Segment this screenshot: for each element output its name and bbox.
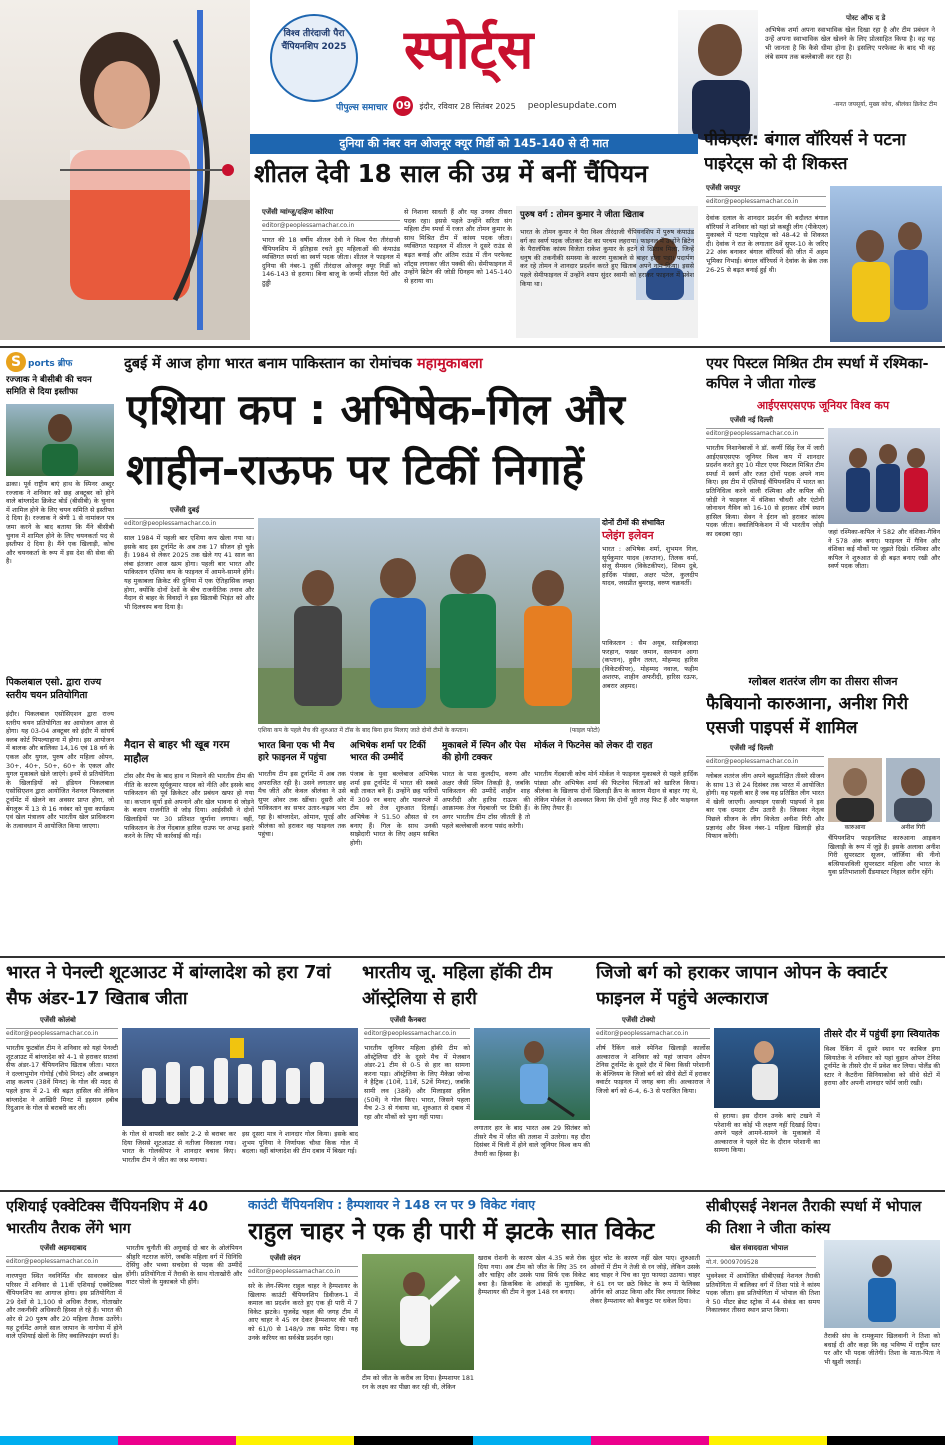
asia-photo-caption — [258, 726, 600, 734]
kabaddi-players — [830, 186, 942, 342]
asia-headline-1: एशिया कप : अभिषेक-गिल और — [126, 385, 625, 434]
rahul-email: editor@peoplessamachar.co.in — [248, 1266, 358, 1277]
asia-c4-head: मोर्कल ने फिटनेस को लेकर दी राहत — [534, 741, 653, 751]
razzak-portrait — [6, 404, 114, 476]
page-title: स्पोर्ट्स — [404, 17, 534, 81]
kabaddi-headline: पीकेएल: बंगाल वॉरियर्स ने पटना पाइरेट्स को दी शिकस्त — [704, 130, 906, 174]
pistol-photo — [828, 428, 940, 524]
chess-headline: फैबियानो कारुआना, अनीश गिरी एसजी पाइपर्स में शामिल — [706, 694, 909, 738]
iga-text: विश्व रैंकिंग में दूसरे स्थान पर काबिज इगा स्वियातेक ने शनिवार को यहां वुहान ओपन टेनिस टूर्नामेंट के तीसरे दौर में प्रवेश कर लिया। पोलैंड की स्टार ने कैटरीना सिनियाकोवा को सीधे सेटों में हराया और अपनी शानदार फॉर्म जारी रखी। — [824, 1045, 940, 1088]
asia-side-head: मैदान से बाहर भी खूब गरम माहौल — [124, 739, 230, 765]
shital-photo — [0, 0, 250, 340]
asia-headline-2: शाहीन-राऊफ पर टिकीं निगाहें — [126, 445, 584, 494]
asia-dateline: एजेंसी दुबई — [170, 506, 200, 514]
rahul-text-2: खराब रोशनी के कारण खेल 4.35 बजे रोक दिया गया। अब टीम को जीत के लिए 35 रन और चाहिए और उसके पास सिर्फ एक विकेट बचा है। क्रिकबिक के आंकड़ों के मुताबिक, हैम्पशायर की टीम ने कुल 148 रन बनाए। — [478, 1254, 586, 1297]
shital-dateline: एजेंसी ग्वांग्जू/दक्षिण कोरिया — [262, 208, 334, 216]
paper-info-bar — [336, 95, 666, 117]
pistol-headline: एयर पिस्टल मिश्रित टीम स्पर्धा में रश्मिका-कपिल ने जीता गोल्ड — [706, 356, 929, 392]
jayasuriya-photo — [678, 10, 758, 140]
aquatics-dateline: एजेंसी अहमदाबाद — [40, 1244, 87, 1252]
cbse-text-2: तैराकी संघ के रामकुमार खिलवानी ने तिशा को बधाई दी और कहा कि वह भविष्य में राष्ट्रीय स्तर पर और भी पदक जीतेगी। तिशा के माता-पिता ने भी खुशी जताई। — [824, 1332, 940, 1366]
hockey-photo — [474, 1028, 590, 1120]
postcard-author: -सनत जयसूर्या, मुख्य कोच, श्रीलंका क्रिकेट टीम — [833, 101, 937, 108]
brief-label: ports ब्रीफ — [28, 358, 73, 369]
rahul-text-3: सुंदर चोट के कारण नहीं खेल पाए। शुरुआती ओवरों में टीम ने तेजी से रन जोड़े, लेकिन उसके बाद चाहर ने पिच का पूरा फायदा उठाया। चाहर ने 61 रन पर छठे विकेट के रूप में फेलिक्स ऑर्गन को आउट किया और फिर लगातार विकेट लेकर हैम्पशायर को बैकफुट पर धकेल दिया। — [590, 1254, 700, 1305]
saff-dateline: एजेंसी कोलंबो — [40, 1016, 76, 1024]
saff-email: editor@peoplessamachar.co.in — [6, 1028, 118, 1039]
saff-text: भारतीय फुटबॉल टीम ने शनिवार को यहां पेनल्टी शूटआउट में बांग्लादेश को 4-1 से हराकर सातवां सैफ अंडर-17 चैंपियनशिप खिताब जीता। भारत ने दल्लाभुमोन गोगोई (चौथे मिनट) और अब्बाहन शाह कश्यप (38वें मिनट) के गोल की मदद से पहले हाफ में 2-1 की बढ़त हासिल की लेकिन बांग्लादेश ने आखिरी मिनट में इहसान हबीब रिदुआन के गोल से बराबरी कर ली। — [6, 1044, 118, 1113]
rahul-kicker: काउंटी चैंपियनशिप : हैम्पशायर ने 148 रन पर 9 विकेट गंवाए — [248, 1197, 536, 1212]
shital-col1: भारत की 18 वर्षीय शीतल देवी ने विश्व पैरा तीरंदाजी चैंपियनशिप में इतिहास रचते हुए महिलाओं की कंपाउंड व्यक्तिगत स्पर्धा का स्वर्ण पदक जीता। शीतल ने फाइनल में दुनिया की नंबर-1 तुर्की तीरंदाज ओजनूर क्यूर गिर्डी को 146-143 से हराया। बिना बाजू के जन्मी शीतल पैरों और ठुड्डी — [262, 236, 400, 287]
pistol-text: भारतीय निशानेबाजों ने डॉ. कर्णी सिंह रेंज में जारी आईएसएसएफ जूनियर विश्व कप में शानदार प्रदर्शन करते हुए 10 मीटर एयर पिस्टल मिश्रित टीम स्पर्धा में स्वर्ण और रजत दोनों पदक अपने नाम किए। इस टीम में एशियाई चैंपियनशिप में भारत का प्रतिनिधित्व करने वाली रश्मिका और कपिल की जोड़ी ने फाइनल में वंशिका चौधरी और एंटोनी जोनाथन गैविन को 16-10 से हराकर शीर्ष स्थान हासिल किया। सेवन ने ईरान को हराकर कांस्य पदक जीता। क्वालिफिकेशन में भी भारतीय जोड़ी का दबदबा रहा। — [706, 444, 824, 538]
kabaddi-dateline: एजेंसी जयपुर — [706, 184, 741, 192]
asia-c3-head: मुकाबले में स्पिन और पेस की होगी टक्कर — [442, 741, 526, 763]
paper-name: पीपुल्स समाचार — [336, 102, 388, 113]
xi-title-2: प्लेइंग इलेवन — [602, 529, 654, 542]
kabaddi-email: editor@peoplessamachar.co.in — [706, 196, 826, 207]
asia-intro: साल 1984 में पहली बार एशिया कप खेला गया था। इसके बाद इस टूर्नामेंट के अब तक 17 सीजन हो चुके हैं। 1984 से लेकर 2025 तक खेले गए 41 साल का लंबा इंतजार आज खत्म होगा। पहली बार भारत और पाकिस्तान एशिया कप के फाइनल में आमने-सामने होंगे। यह मुकाबला क्रिकेट की दुनिया में एक ऐतिहासिक लम्हा होगा, क्योंकि दोनों देशों के बीच राजनीतिक तनाव और मैदान से बाहर के विवादों ने इस खिताबी भिड़ंत को और भी दिलचस्प बना दिया है। — [124, 534, 254, 611]
chess-email: editor@peoplessamachar.co.in — [706, 756, 824, 767]
cbse-dateline: खेल संवाददाता भोपाल — [730, 1244, 789, 1252]
caruana-portrait — [828, 758, 882, 822]
toman-box — [516, 206, 698, 338]
rahul-caption: टीम को जीत के करीब ला दिया। हैम्पशायर 181 रन के लक्ष्य का पीछा कर रही थी, लेकिन — [362, 1374, 474, 1391]
pistol-sub: आईएसएसएफ जूनियर विश्व कप — [756, 399, 890, 412]
alcaraz-email: editor@peoplessamachar.co.in — [596, 1028, 710, 1039]
middle-divider — [0, 956, 945, 958]
playing-xi-box — [602, 518, 698, 736]
asia-c1-head: भारत बिना एक भी मैच हारे फाइनल में पहुंचा — [258, 741, 335, 763]
captains-illustration — [258, 518, 600, 724]
toman-box-title: पुरुष वर्ग : तोमन कुमार ने जीता खिताब — [520, 210, 644, 220]
hockey-headline: भारतीय जू. महिला हॉकी टीम ऑस्ट्रेलिया से हारी — [362, 963, 552, 1009]
postcard-text: अभिषेक शर्मा अपना स्वाभाविक खेल दिखा रहा है और टीम प्रबंधन ने उन्हें अपना स्वाभाविक खेल खेलने के लिए प्रोत्साहित किया है। वह यह भी जानता है कि कैसे धीमा होना है। इसलिए परफेक्ट के बाद भी वह लंबे समय तक बल्लेबाजी कर रहा है। — [765, 26, 935, 61]
alcaraz-dateline: एजेंसी टोक्यो — [622, 1016, 656, 1024]
postcard-label: पोस्ट ऑफ द डे — [846, 14, 886, 22]
championship-badge — [270, 14, 358, 102]
rahul-headline: राहुल चाहर ने एक ही पारी में झटके सात विकेट — [248, 1217, 655, 1245]
chess-text-2: चैंपियनशिप फाइनलिस्ट कारुआना आइकन खिलाड़ी के रूप में जुड़े हैं। इसके अलावा अनीश गिरी सुपरस्टार सूजन, जॉर्जिया की नीनो बत्सियाशविली सुपरस्टार महिला और भारत के युवा प्रतिभाशाली ग्रैंडमास्टर निहाल सरीन रहेंगे। — [828, 834, 940, 877]
rahul-photo — [362, 1254, 474, 1370]
asia-side-text: टॉस और मैच के बाद हाथ न मिलाने की भारतीय टीम की नीति के कारण सूर्यकुमार यादव को नीति और इसके बाद पाकिस्तान की पूर्व क्रिकेटर और प्रबंधन खफा हो गया था। कप्तान सूर्या इसे अपनाने और खेल भावना से जोड़ने के बजाय राजनीति से जोड़ दिया। आईसीसी ने दोनों खिलाड़ियों पर 30 प्रतिशत जुर्माना लगाया। वहीं, पाकिस्तान के तेज गेंदबाज हारिस राउफ पर अभद्र इशारे करने के लिए भी कार्रवाई की गई। — [124, 772, 254, 841]
saff-text-3: इस दूसरा मात्र ने शानदार गोल किया। इसके बाद शुभम पूनिया ने निर्णायक चौथा किक गोल में बदला। वहीं बांग्लादेश की टीम दबाव में बिखर गई। — [242, 1130, 358, 1156]
shital-kicker: दुनिया की नंबर वन ओजनूर क्यूर गिर्डी को 145-140 से दी मात — [250, 134, 698, 154]
chess-text: ग्लोबल शतरंज लीग अपने बहुप्रतीक्षित तीसरे सीजन के साथ 13 से 24 दिसंबर तक भारत में आयोजित होगी। यह पहली बार है जब यह प्रतिष्ठित लीग भारत में खेली जाएगी। अल्पाइन एसजी पाइपर्स ने इस बार एक दमदार टीम उतारी है। जिसका नेतृत्व पिछले सीजन के लीग विजेता अनीश गिरी और प्रज्ञानंद और विश्व नंबर-1 महिला खिलाड़ी होउ यिफान करेंगी। — [706, 772, 824, 841]
team-celebration — [122, 1028, 358, 1126]
aquatics-text-2: भारतीय चुनौती की अगुवाई दो बार के ओलंपियन श्रीहरि नटराज करेंगे, जबकि महिला वर्ग में धिनिधि देसिंघु और भव्या सचदेवा से पदक की उम्मीदें होंगी। प्रतियोगिता में तैराकी के साथ गोताखोरी और वाटर पोलो के मुकाबले भी होंगे। — [126, 1244, 242, 1287]
alcaraz-headline: जिजो बर्ग को हराकर जापान ओपन के क्वार्टर फाइनल में पहुंचे अल्काराज — [596, 963, 888, 1009]
toman-box-text: भारत के तोमन कुमार ने पैरा विश्व तीरंदाजी चैंपियनशिप में पुरुष कंपाउंड वर्ग का स्वर्ण पदक जीतकर देश का परचम लहराया। फाइनल में उन्होंने ब्रिटेन के पैरालंपिक कांस्य विजेता राकेश कुमार के हटने से खिताब मिला, जिन्हें धनुष की तकनीकी समस्या के कारण मुकाबले से बाहर होना पड़ा। पदार्पण कर रहे तोमन ने शानदार प्रदर्शन करते हुए खिताब अपने नाम किया। इससे पहले सेमीफाइनल में उन्होंने श्याम सुंदर स्वामी को हराकर फाइनल में प्रवेश किया था। — [520, 228, 694, 288]
archer-illustration — [0, 0, 250, 340]
issue-date: इंदौर, रविवार 28 सितंबर 2025 — [419, 101, 516, 111]
site-url[interactable]: peoplesupdate.com — [527, 101, 617, 111]
alcaraz-text-2: से हराया। इस दौरान उनके बाएं टखने में परेशानी का कोई भी लक्षण नहीं दिखाई दिया। अपने पहले आमने-सामने के मुकाबले में अल्काराज ने पहले सेट के दौरान परेशानी का सामना किया। — [714, 1112, 820, 1155]
aquatics-text: नारणपुरा स्थित नवनिर्मित वीर सावरकर खेल परिसर में शनिवार से 11वीं एशियाई एक्वेटिक्स चैंपियनशिप का आगाज होगा। इस प्रतियोगिता में 29 देशों से 1,100 से अधिक तैराक, गोताखोर और तकनीकी अधिकारी हिस्सा ले रहे हैं। भारत की ओर से 20 पुरुष और 20 महिला तैराक उतरेंगे। यह टूर्नामेंट अगले साल जापान के नागोया में होने वाले एशियाई खेलों के लिए क्वालिफाइंग स्पर्धा है। — [6, 1272, 122, 1341]
pistol-email: editor@peoplessamachar.co.in — [706, 428, 824, 439]
kabaddi-text: देवांक दलाल के शानदार प्रदर्शन की बदौलत बंगाल वॉरियर्स ने शनिवार को यहां प्रो कबड्डी लीग (पीकेएल) मुकाबले में पटना पाइरेट्स को 48-42 से शिकस्त दी। देवांक ने रात के लगातार 8वें सुपर-10 के जरिए 22 अंक बनाकर बंगाल वॉरियर्स की जीत में अहम भूमिका निभाई। बंगाल वॉरियर्स ने देवांक के ब्रेक तक 26-25 से बढ़त बनाई हुई थी। — [706, 214, 828, 274]
asia-kicker-red: महामुकाबला — [417, 356, 483, 372]
xi-title: दोनों टीमों की संभावित — [602, 518, 665, 527]
brief-text-2: इंदौर। पिकलबाल एसोसिएशन द्वारा राज्य स्तरीय चयन प्रतियोगिता का आयोजन आज से होगा। यह 03-04 अक्टूबर को इंदौर में सांघर्ष क्लब कोर्ट पिपल्याहाना में होगा। इस आयोजन में बालक और बालिका 14,16 एवं 18 वर्ग के एकल और युगल, पुरुष और महिला ओपन, 30+, 40+, 50+, 60+ के एकल और युगल मुकाबले खेले जाएंगे। इनमें से प्रतियोगिता के खिलाड़ियों को इंडियन पिकलबाल एसोसिएशन द्वारा आयोजित नेशनल पिकलबाल टूर्नामेंट में खेलने का अवसर प्राप्त होगा, जो बेंगलुरू में 13 से 16 नवंबर को युवा कार्यक्रम एवं खेल मंत्रालय और भारतीय खेल प्राधिकरण के तत्वावधान में आयोजित किया जाएगा। — [6, 710, 114, 830]
razzak-photo — [6, 404, 114, 476]
brief-text: ढाका। पूर्व राष्ट्रीय बाएं हाथ के स्पिनर अब्दुर रज्जाक ने शनिवार को छह अक्टूबर को होने वाले बांग्लादेश क्रिकेट बोर्ड (बीसीबी) के चुनाव में शामिल होने के लिए चयन समिति से इस्तीफा दे दिया है। रज्जाक ने श्रेणी 1 से नामांकन पत्र जमा करने के बाद बताया कि मैंने बीसीबी चुनाव में शामिल होने के लिए चयनकर्ता पद से इस्तीफा दे दिया है। मैंने एक खिलाड़ी, कोच और चयनकर्ता के रूप में इस देश की सेवा की है। — [6, 480, 114, 566]
giri-caption: अनीश गिरी — [900, 824, 926, 831]
iga-box — [824, 1028, 940, 1186]
alcaraz-photo — [714, 1028, 820, 1108]
cbse-phone: मो.नं. 9009709528 — [706, 1256, 816, 1268]
brief-headline: रज्जाक ने बीसीबी की चयन समिति से दिया इस्तीफा — [6, 375, 92, 397]
tennis-player — [714, 1028, 820, 1108]
chess-kicker: ग्लोबल शतरंज लीग का तीसरा सीजन — [748, 675, 898, 688]
cbse-headline: सीबीएसई नेशनल तैराकी स्पर्धा में भोपाल की तिशा ने जीता कांस्य — [706, 1199, 922, 1237]
shooters-podium — [828, 428, 940, 524]
aquatics-headline: एशियाई एक्वेटिक्स चैंपियनशिप में 40 भारतीय तैराक लेंगे भाग — [6, 1199, 209, 1237]
swimmer-podium — [824, 1240, 940, 1328]
saff-headline: भारत ने पेनल्टी शूटआउट में बांग्लादेश को हरा 7वां सैफ अंडर-17 खिताब जीता — [6, 963, 331, 1009]
caruana-photo — [828, 758, 882, 822]
aquatics-email: editor@peoplessamachar.co.in — [6, 1256, 122, 1267]
asia-c4-text: भारतीय गेंदबाजी कोच मोर्न मोर्कल ने फाइनल मुकाबले से पहले हार्दिक पांड्या और अभिषेक शर्मा की फिटनेस चिंताओं को खारिज किया। श्रीलंका के खिलाफ दोनों खिलाड़ी क्रैंप के कारण मैदान से बाहर गए थे, लेकिन मोर्कल ने आश्वस्त किया कि दोनों पूरी तरह फिट हैं और फाइनल के लिए तैयार हैं। — [534, 770, 698, 813]
rahul-text: सरे के लेग-स्पिनर राहुल चाहर ने हैम्पशायर के खिलाफ काउंटी चैंपियनशिप डिवीजन-1 में कमाल का प्रदर्शन करते हुए एक ही पारी में 7 विकेट झटके। युजवेंद्र चहल की जगह टीम में आए चाहर ने 45 रन देकर हैम्पशायर की पारी को 61/0 से 148/9 तक समेट दिया। यह उनके करियर का सर्वश्रेष्ठ प्रदर्शन रहा। — [248, 1282, 358, 1342]
hockey-player — [474, 1028, 590, 1120]
color-registration-strip — [0, 1436, 945, 1445]
page-number: 09 — [393, 96, 413, 116]
giri-photo — [886, 758, 940, 822]
badge-text: विश्व तीरंदाजी पैरा चैंपियनशिप 2025 — [281, 29, 347, 52]
asia-c2-text: पंजाब के युवा बल्लेबाज अभिषेक शर्मा इस टूर्नामेंट में भारत की सबसे बड़ी ताकत बने हैं। उन्होंने छह पारियों में 309 रन बनाए और पावरप्ले में टीम को तेज शुरुआत दिलाई। अभिषेक ने 51.50 औसत से रन बनाए हैं। गिल के साथ उनकी साझेदारी भारत के लिए अहम साबित होगी। — [350, 770, 438, 847]
asia-c2-head: अभिषेक शर्मा पर टिकीं भारत की उम्मीदें — [350, 741, 426, 763]
hockey-email: editor@peoplessamachar.co.in — [364, 1028, 470, 1039]
person-portrait — [678, 10, 758, 140]
saff-photo — [122, 1028, 358, 1126]
shital-col2: से निशाना साधती हैं और यह उनका तीसरा पदक रहा। इससे पहले उन्होंने सरिता संग महिला टीम स्पर्धा में रजत और तोमन कुमार के साथ मिश्रित टीम में कांस्य पदक जीता। व्यक्तिगत फाइनल में शीतल ने दूसरे राउंड से बढ़त बनाई और अंतिम राउंड में तीन परफेक्ट शॉट्स लगाकर जीत पक्की की। सेमीफाइनल में उन्होंने ब्रिटेन की जोडी ग्रिनहम को 145-140 से हराया था। — [404, 208, 512, 285]
asia-caption-credit: (फाइल फोटो) — [569, 727, 600, 734]
asia-kicker-text: दुबई में आज होगा भारत बनाम पाकिस्तान का रोमांचक — [124, 356, 412, 372]
asia-email: editor@peoplessamachar.co.in — [124, 518, 254, 529]
kabaddi-photo — [830, 186, 942, 342]
rahul-dateline: एजेंसी लंदन — [270, 1254, 301, 1262]
shital-email: editor@peoplessamachar.co.in — [262, 220, 400, 231]
asia-photo — [258, 518, 600, 724]
brief-headline-2: पिकलबाल एसो. द्वारा राज्य स्तरीय चयन प्रतियोगिता — [6, 677, 102, 701]
bowler-illustration — [362, 1254, 474, 1370]
xi-pakistan: पाकिस्तान : सैम अयूब, साहिबजादा फरहान, फखर जमान, सलमान आगा (कप्तान), हुसैन तलत, मोहम्मद हारिस (विकेटकीपर), मोहम्मद नवाज, फहीम अशरफ, शाहीन अफरीदी, हारिस रऊफ, अबरार अहमद। — [602, 639, 698, 690]
alcaraz-text: शीर्ष रैंकिंग वाले स्पेनिश खिलाड़ी कार्लोस अल्काराज ने शनिवार को यहां जापान ओपन टेनिस टूर्नामेंट के दूसरे दौर में बिना किसी परेशानी के बेल्जियम के जिजो बर्ग को सीधे सेटों में हराकर क्वार्टर फाइनल में जगह बना ली। अल्काराज ने जिजो बर्ग को 6-4, 6-3 से पराजित किया। — [596, 1044, 710, 1095]
giri-portrait — [886, 758, 940, 822]
brief-s-icon: S — [6, 352, 26, 372]
shital-headline: शीतल देवी 18 साल की उम्र में बनीं चैंपियन — [254, 159, 648, 188]
xi-india: भारत : अभिषेक शर्मा, शुभमन गिल, सूर्यकुमार यादव (कप्तान), तिलक वर्मा, संजू सैमसन (विकेटकीपर), शिवम दुबे, हार्दिक पांड्या, अक्षर पटेल, कुलदीप यादव, जसप्रीत बुमराह, वरुण चक्रवर्ती। — [602, 545, 698, 588]
top-divider — [0, 346, 945, 348]
hockey-text: भारतीय जूनियर महिला हॉकी टीम को ऑस्ट्रेलिया दौरे के दूसरे मैच में मेजबान अंडर-21 टीम से 0-5 से हार का सामना करना पड़ा। ऑस्ट्रेलिया के लिए मैकेन्ना जोन्स ने हैट्रिक (10वें, 11वें, 52वें मिनट), जबकि सामी लव (38वें) और मिलाइसा हविल (50वें) ने गोल किए। भारत, जिसने पहला मैच 2-3 से गंवाया था, शुरुआत से दबाव में रहा और मौकों को भुना नहीं पाया। — [364, 1044, 470, 1121]
hockey-dateline: एजेंसी कैनबरा — [390, 1016, 426, 1024]
asia-c1-text: भारतीय टीम इस टूर्नामेंट में अब तक अपराजित रही है। उसने लगातार छह मैच जीते और केवल श्रीलंका ने उसे सुपर ओवर तक खींचा। दूसरी ओर पाकिस्तान का सफर उतार-चढ़ाव भरा रहा है। बांग्लादेश, ओमान, यूएई और श्रीलंका को हराकर वह फाइनल तक पहुंचा। — [258, 770, 346, 839]
asia-c3-text: भारत के पास कुलदीप, वरुण और अक्षर जैसी स्पिन तिकड़ी है, जबकि पाकिस्तान की उम्मीदें शाहीन शाह अफरीदी और हारिस राऊफ की आक्रामक तेज गेंदबाजी पर टिकी हैं। अगर भारतीय टीम टॉस जीतती है तो पहले बल्लेबाजी करना पसंद करेगी। — [442, 770, 530, 830]
cbse-text: भुवनेश्वर में आयोजित सीबीएसई नेशनल तैराकी प्रतियोगिता में बालिका वर्ग में तिशा पांडे ने कांस्य पदक जीता। इस प्रतियोगिता में भोपाल की तिशा ने 50 मीटर ब्रेस्ट स्ट्रोक में 44 सेकंड का समय निकालकर तीसरा स्थान प्राप्त किया। — [706, 1272, 820, 1315]
hockey-text-2: लगातार हार के बाद भारत अब 29 सितंबर को तीसरे मैच में जीत की तलाश में उतरेगा। यह दौरा दिसंबर में चिली में होने वाले जूनियर विश्व कप की तैयारी का हिस्सा है। — [474, 1124, 590, 1158]
chess-dateline: एजेंसी नई दिल्ली — [730, 744, 774, 752]
caruana-caption: कारुआना — [844, 824, 866, 831]
saff-text-2: के गोल से वापसी कर स्कोर 2-2 से बराबर कर दिया जिससे शूटआउट से नतीजा निकाला गया। भारत के गोलकीपर ने शानदार बचाव किए। भारतीय टीम ने जीत का जश्न मनाया। — [122, 1130, 236, 1164]
asia-kicker — [124, 354, 700, 374]
pistol-text-2: जहां रश्मिका-कपिल ने 582 और वंशिका-गैविन ने 578 अंक बनाए। फाइनल में गैविन और वंशिका कई मौकों पर जूझते दिखे। रश्मिका और कपिल ने शुरुआत से ही बढ़त बनाए रखी और स्वर्ण पदक जीता। — [828, 528, 940, 571]
asia-caption-text: एशिया कप के पहले मैच की शुरुआत में टॉस के बाद बिना हाथ मिलाए जाते दोनों टीमों के कप्तान। — [258, 727, 469, 734]
iga-head: तीसरे दौर में पहुंचीं इगा स्वियातेक — [824, 1029, 940, 1040]
cbse-photo — [824, 1240, 940, 1328]
pistol-dateline: एजेंसी नई दिल्ली — [730, 416, 774, 424]
brief-badge — [6, 352, 72, 372]
lower-divider — [0, 1190, 945, 1192]
